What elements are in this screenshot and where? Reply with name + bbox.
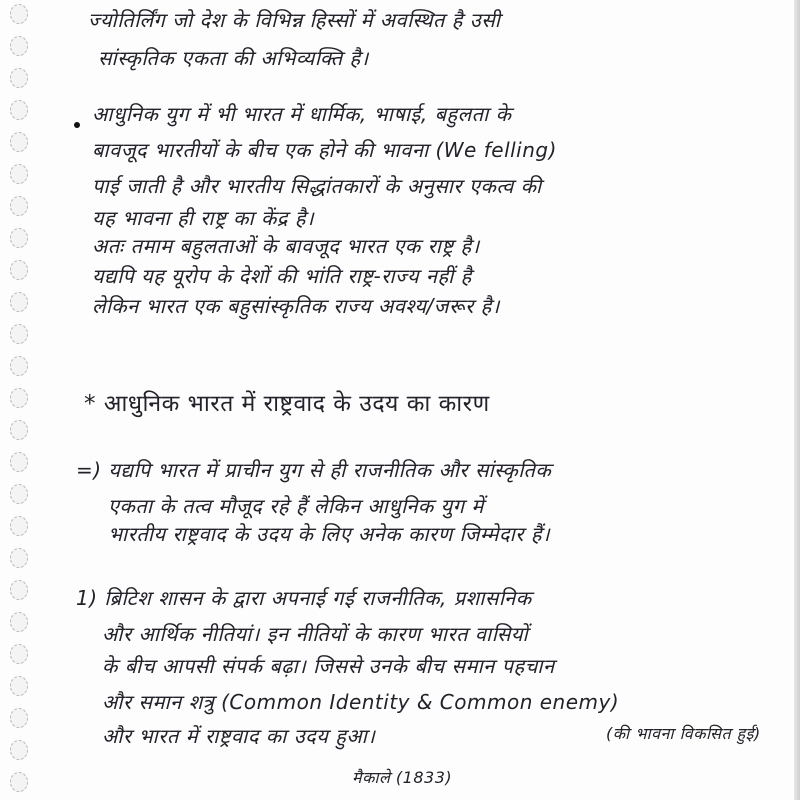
text-line: 1) ब्रिटिश शासन के द्वारा अपनाई गई राजनीतिक, प्रशासनिक [76,586,532,610]
asterisk-icon: * [84,391,96,417]
binding-hole [10,676,28,696]
footnote: मैकाले (1833) [352,768,453,787]
binding-hole [10,388,28,408]
text-line: यद्यपि यह यूरोप के देशों की भांति राष्ट्र-राज्य नहीं है [92,264,472,288]
binding-hole [10,292,28,312]
side-note: (की भावना विकसित हुई) [606,724,761,743]
spiral-binding-holes [4,0,34,800]
text-line: आधुनिक युग में भी भारत में धार्मिक, भाषाई, बहुलता के [92,102,512,126]
binding-hole [10,164,28,184]
page-edge [794,0,800,800]
binding-hole [10,452,28,472]
binding-hole [10,644,28,664]
binding-hole [10,772,28,792]
binding-hole [10,36,28,56]
heading-text: आधुनिक भारत में राष्ट्रवाद के उदय का कारण [103,391,490,417]
binding-hole [10,548,28,568]
text-line: और समान शत्रु (Common Identity & Common enemy) [102,690,620,714]
text-line: के बीच आपसी संपर्क बढ़ा। जिससे उनके बीच समान पहचान [102,654,555,678]
section-heading [84,386,490,418]
binding-hole [10,516,28,536]
binding-hole [10,132,28,152]
arrow-marker: =) [76,458,102,482]
text-line: यह भावना ही राष्ट्र का केंद्र है। [92,206,315,230]
text-line: पाई जाती है और भारतीय सिद्धांतकारों के अनुसार एकत्व की [92,174,542,198]
binding-hole [10,196,28,216]
binding-hole [10,708,28,728]
text-line: एकता के तत्व मौजूद रहे हैं लेकिन आधुनिक युग में [108,494,484,518]
binding-hole [10,740,28,760]
text-line: सांस्कृतिक एकता की अभिव्यक्ति है। [98,46,369,70]
text-line: और आर्थिक नीतियां। इन नीतियों के कारण भारत वासियों [102,622,529,646]
binding-hole [10,4,28,24]
text-line: बावजूद भारतीयों के बीच एक होने की भावना (We felling) [92,138,557,162]
text-line: ज्योतिर्लिंग जो देश के विभिन्न हिस्सों में अवस्थित है उसी [88,8,501,32]
text-line: लेकिन भारत एक बहुसांस्कृतिक राज्य अवश्य/जरूर है। [92,294,500,318]
list-number: 1) [76,586,98,610]
text-line: और भारत में राष्ट्रवाद का उदय हुआ। [102,724,376,748]
binding-hole [10,580,28,600]
binding-hole [10,324,28,344]
text-line: भारतीय राष्ट्रवाद के उदय के लिए अनेक कारण जिम्मेदार हैं। [108,522,551,546]
binding-hole [10,100,28,120]
bullet-icon [74,122,80,128]
text-line: अतः तमाम बहुलताओं के बावजूद भारत एक राष्ट्र है। [92,234,480,258]
binding-hole [10,228,28,248]
text-line: =) यद्यपि भारत में प्राचीन युग से ही राजनीतिक और सांस्कृतिक [76,458,552,482]
binding-hole [10,68,28,88]
binding-hole [10,484,28,504]
binding-hole [10,356,28,376]
binding-hole [10,260,28,280]
binding-hole [10,612,28,632]
binding-hole [10,420,28,440]
